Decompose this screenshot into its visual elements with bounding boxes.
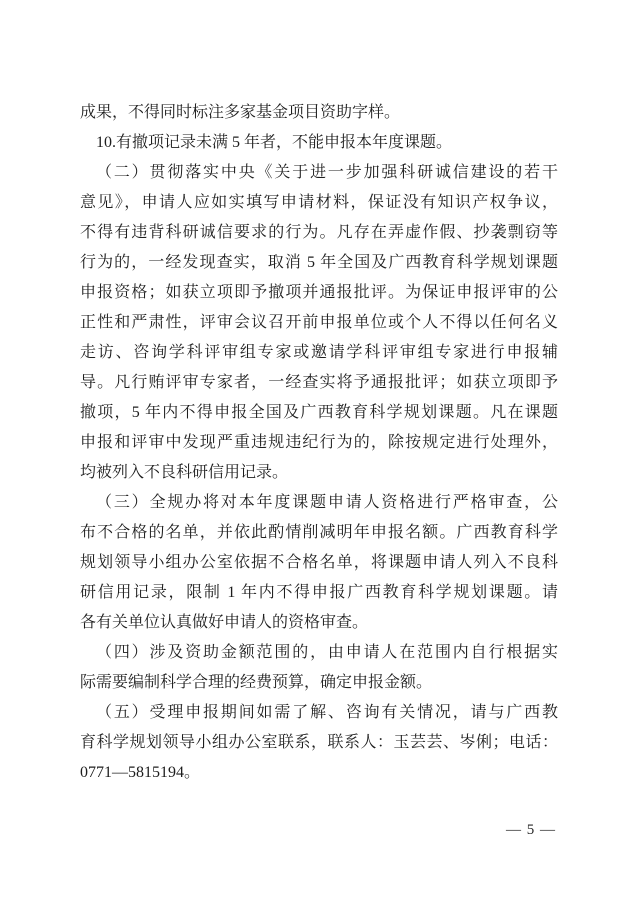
text-line: （二）贯彻落实中央《关于进一步加强科研诚信建设的若干: [96, 164, 558, 181]
document-body: [80, 98, 558, 788]
page-number: — 5 —: [506, 822, 556, 838]
text-line: 各有关单位认真做好申请人的资格审查。: [80, 614, 369, 631]
text-line: 正性和严肃性，评审会议召开前申报单位或个人不得以任何名义: [80, 314, 558, 331]
text-line: 申报资格；如获立项即予撤项并通报批评。为保证申报评审的公: [80, 284, 558, 301]
text-line: 导。凡行贿评审专家者，一经查实将予通报批评；如获立项即予: [80, 374, 558, 391]
text-line: 走访、咨询学科评审组专家或邀请学科评审组专家进行申报辅: [80, 344, 558, 361]
text-line: 撤项，5 年内不得申报全国及广西教育科学规划课题。凡在课题: [80, 404, 558, 421]
text-line: 规划领导小组办公室依据不合格名单，将课题申请人列入不良科: [80, 554, 558, 571]
text-line: 均被列入不良科研信用记录。: [80, 464, 289, 481]
text-line: 意见》，申请人应如实填写申请材料，保证没有知识产权争议，: [80, 194, 558, 211]
text-line: 10.有撤项记录未满 5 年者，不能申报本年度课题。: [96, 134, 453, 151]
text-line: 0771—5815194。: [80, 764, 201, 781]
text-line: 成果，不得同时标注多家基金项目资助字样。: [80, 104, 401, 121]
text-line: 际需要编制科学合理的经费预算，确定申报金额。: [80, 674, 433, 691]
text-line: 布不合格的名单，并依此酌情削减明年申报名额。广西教育科学: [80, 524, 558, 541]
text-line: 行为的，一经发现查实，取消 5 年全国及广西教育科学规划课题: [80, 254, 558, 271]
text-line: 申报和评审中发现严重违规违纪行为的，除按规定进行处理外，: [80, 434, 558, 451]
text-line: （四）涉及资助金额范围的，由申请人在范围内自行根据实: [96, 644, 558, 661]
text-line: 不得有违背科研诚信要求的行为。凡存在弄虚作假、抄袭剽窃等: [80, 224, 558, 241]
text-line: （五）受理申报期间如需了解、咨询有关情况，请与广西教: [96, 704, 558, 721]
text-line: （三）全规办将对本年度课题申请人资格进行严格审查，公: [96, 494, 558, 511]
text-line: 育科学规划领导小组办公室联系，联系人：玉芸芸、岑俐；电话：: [80, 734, 558, 751]
text-line: 研信用记录，限制 1 年内不得申报广西教育科学规划课题。请: [80, 584, 558, 601]
